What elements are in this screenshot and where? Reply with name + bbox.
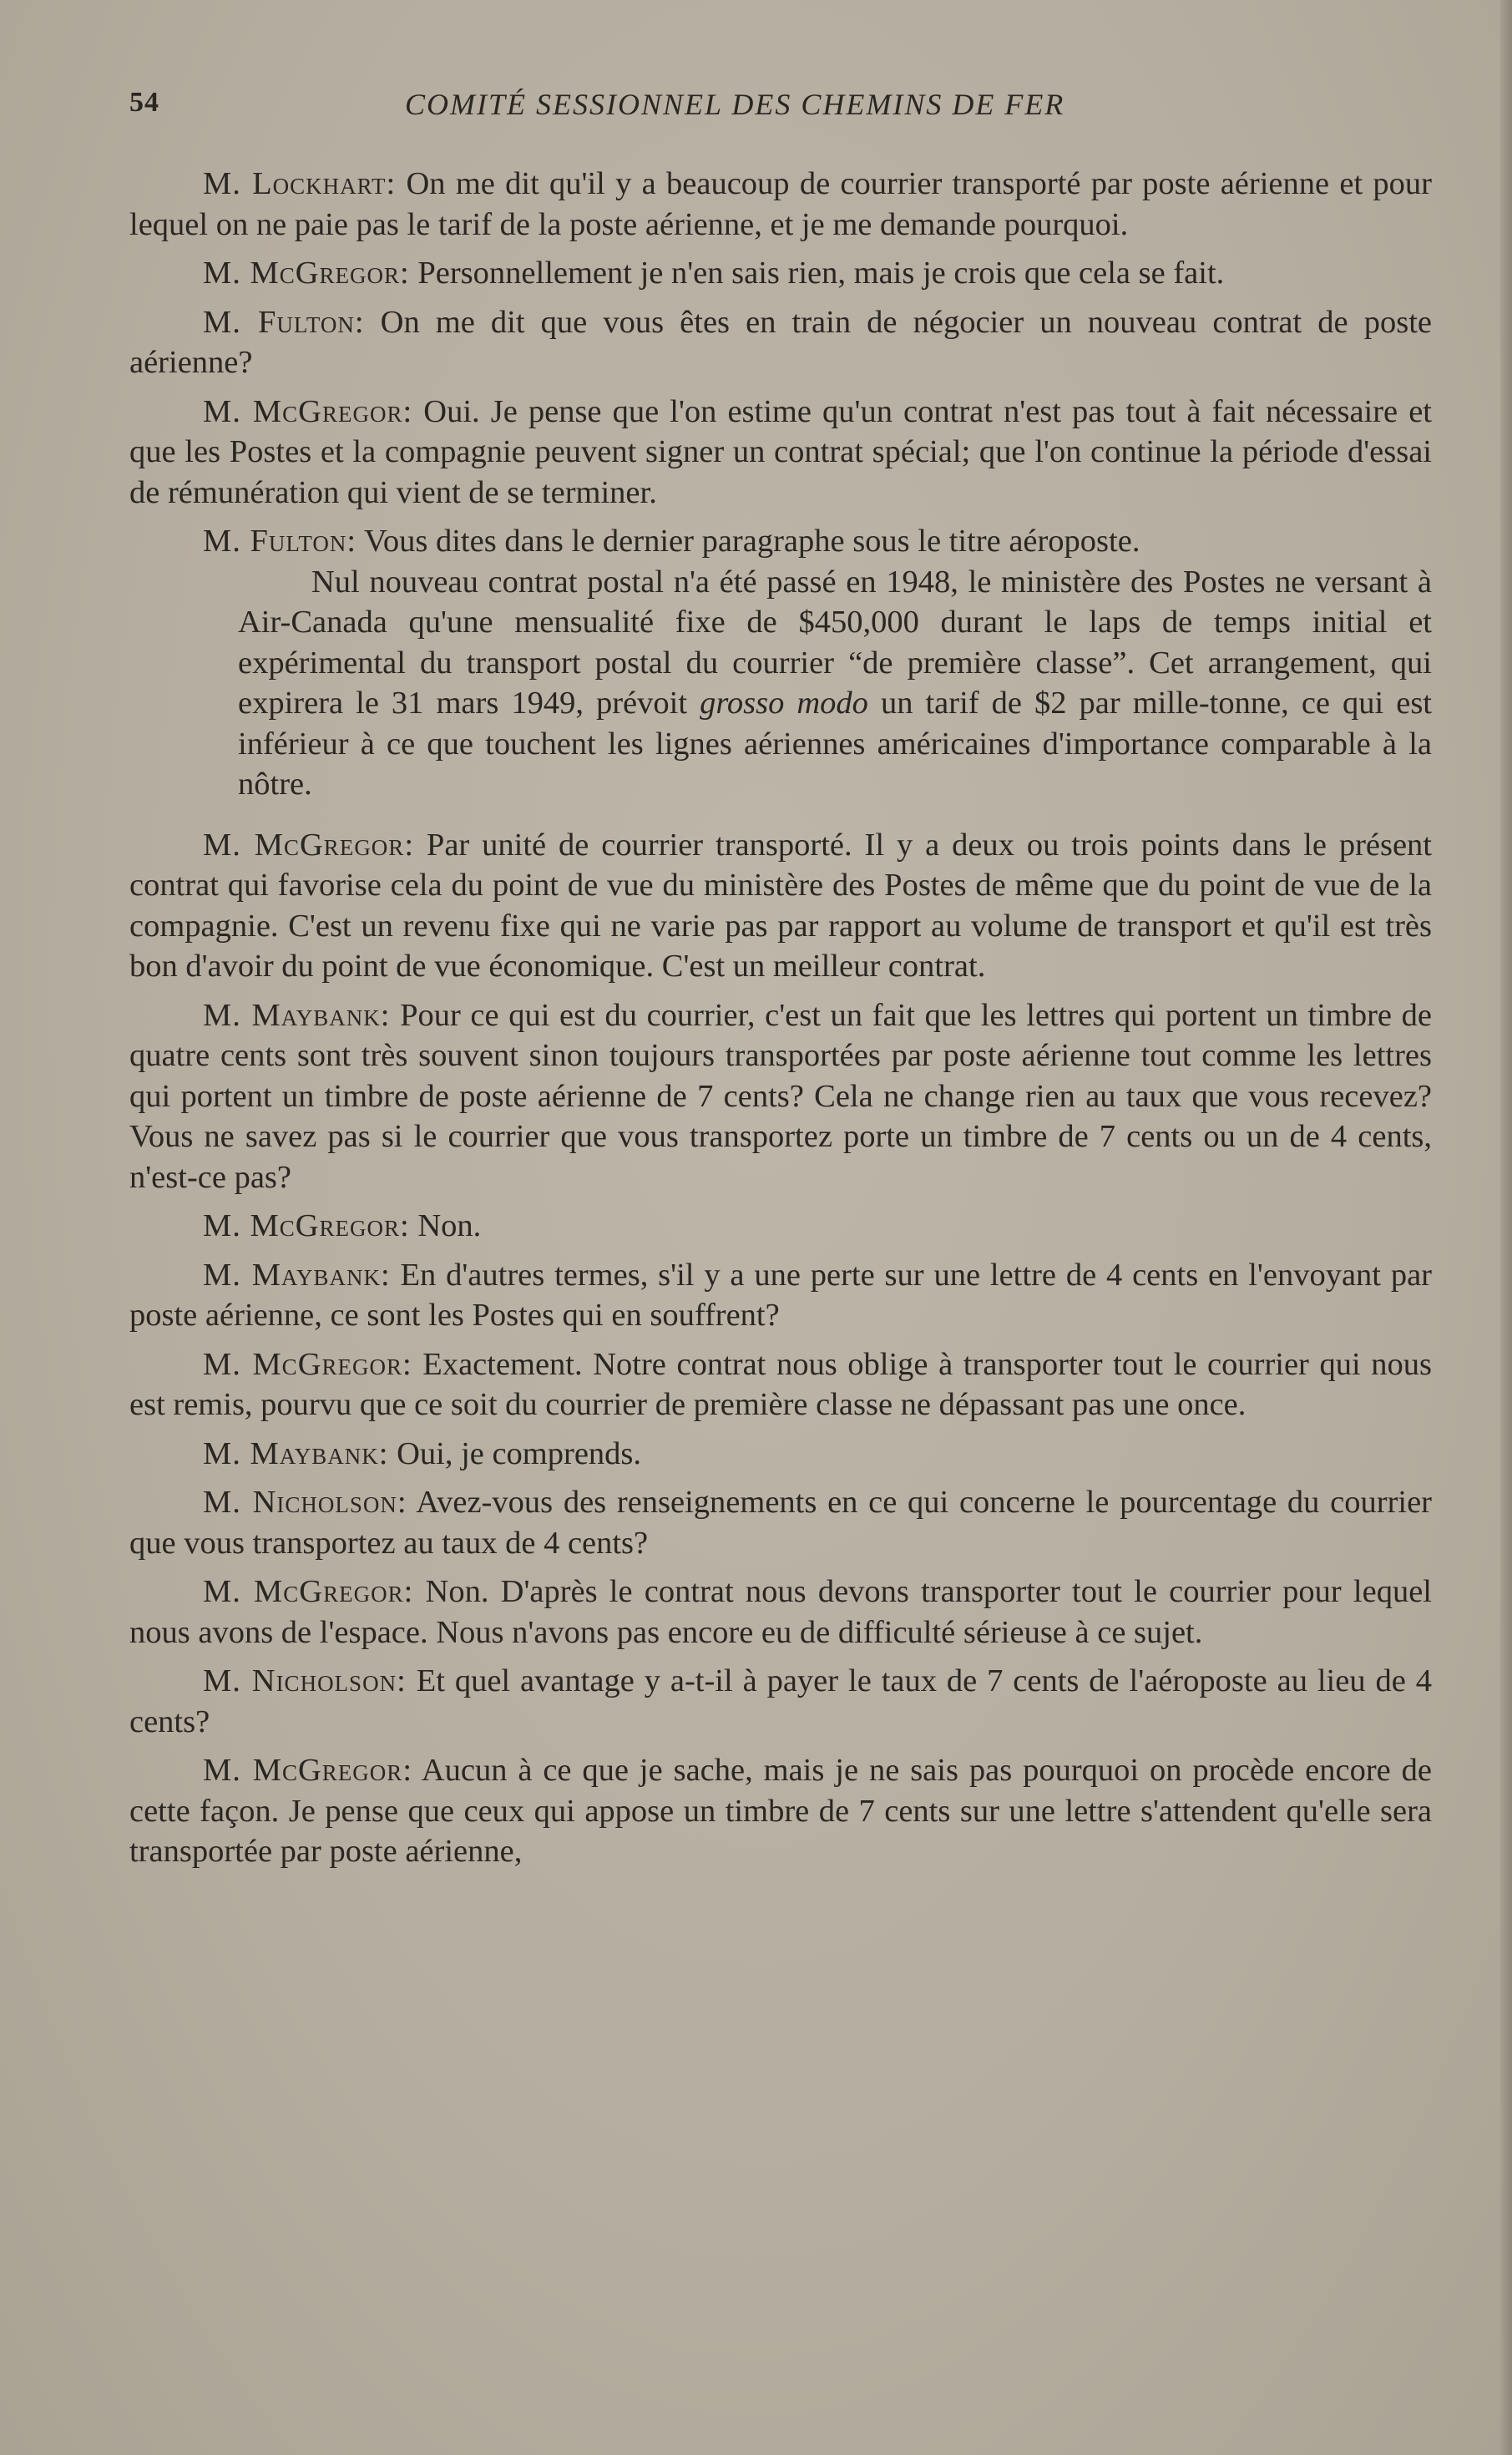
paragraph-text: En d'autres termes, s'il y a une perte sur une lettre de 4 cents en l'envoyant par poste aérienne, ce sont les Postes qui en souffrent?: [129, 1257, 1432, 1333]
quote-text: un tarif de $2 par mille-tonne, ce qui est inférieur à ce que touchent les lignes aériennes américaines d'importance comparable à la nôtre.: [238, 686, 1433, 802]
paragraph-text: Oui. Je pense que l'on estime qu'un contrat n'est pas tout à fait nécessaire et que les Postes et la compagnie peuvent signer un contrat spécial; que l'on continue la période d'essai de rémunération qui vient de se terminer.: [129, 393, 1432, 510]
quote-text: Nul nouveau contrat postal n'a été passé en 1948, le ministère des Postes ne versant à Air-Canada qu'une mensualité fixe de $450,000 durant le laps de temps initial et expérimental du transport postal du courrier “de première classe”. Cet arrangement, qui expirera le 31 mars 1949, prévoit: [238, 564, 1432, 721]
speaker-name: M. Fulton:: [203, 524, 357, 559]
paragraph-text: Avez-vous des renseignements en ce qui concerne le pourcentage du courrier que vous transportez au taux de 4 cents?: [129, 1485, 1432, 1561]
speaker-name: M. Maybank:: [203, 997, 391, 1033]
page-edge: [1500, 0, 1512, 2455]
running-header: [129, 87, 1432, 137]
paragraph-text: Vous dites dans le dernier paragraphe sous le titre aéroposte.: [357, 524, 1140, 559]
paragraph-text: Non.: [409, 1208, 482, 1243]
paragraph: [129, 825, 1432, 987]
speaker-name: M. McGregor:: [203, 827, 415, 863]
page-body: [129, 164, 1432, 1880]
paragraph: [129, 1482, 1432, 1563]
paragraph-text: Exactement. Notre contrat nous oblige à transporter tout le courrier qui nous est remis, pourvu que ce soit du courrier de première classe ne dépassant pas une once.: [129, 1346, 1432, 1422]
paragraph: [129, 521, 1432, 562]
paragraph-text: Aucun à ce que je sache, mais je ne sais pas pourquoi on procède encore de cette façon. Je pense que ceux qui appose un timbre de 7 cents sur une lettre s'attendent qu'elle sera transportée par poste aérienne,: [129, 1753, 1432, 1869]
speaker-name: M. McGregor:: [203, 393, 413, 429]
paragraph-text: Et quel avantage y a-t-il à payer le taux de 7 cents de l'aéroposte au lieu de 4 cents?: [129, 1663, 1432, 1739]
paragraph: [129, 392, 1432, 514]
running-title: COMITÉ SESSIONNEL DES CHEMINS DE FER: [405, 88, 1065, 121]
speaker-name: M. McGregor:: [203, 1208, 410, 1243]
quote-body: [238, 562, 1432, 805]
paragraph-text: Non. D'après le contrat nous devons transporter tout le courrier pour lequel nous avons de l'espace. Nous n'avons pas encore eu de difficulté sérieuse à ce sujet.: [129, 1574, 1433, 1650]
paragraph: [129, 253, 1432, 294]
paragraph-text: Par unité de courrier transporté. Il y a deux ou trois points dans le présent contrat qui favorise cela du point de vue du ministère des Postes de même que du point de vue de la compagnie. C'est un revenu fixe qui ne varie pas par rapport au volume de transport et qu'il est très bon d'avoir du point de vue économique. C'est un meilleur contrat.: [129, 827, 1432, 984]
paragraph: [129, 1206, 1432, 1247]
speaker-name: M. McGregor:: [203, 1753, 413, 1788]
speaker-name: M. McGregor:: [203, 1574, 414, 1609]
speaker-name: M. Fulton:: [203, 304, 365, 340]
paragraph-text: Oui, je comprends.: [388, 1435, 642, 1471]
paragraph: [129, 302, 1432, 383]
paragraph: [129, 1255, 1432, 1336]
speaker-name: M. Maybank:: [203, 1435, 389, 1471]
speaker-name: M. Maybank:: [203, 1257, 391, 1293]
speaker-name: M. McGregor:: [203, 1346, 412, 1382]
speaker-name: M. Nicholson:: [203, 1663, 407, 1698]
page-number: 54: [129, 87, 159, 118]
paragraph: [129, 164, 1432, 245]
quote-italic: grosso modo: [700, 686, 868, 721]
paragraph-text: On me dit qu'il y a beaucoup de courrier transporté par poste aérienne et pour lequel on ne paie pas le tarif de la poste aérienne, et je me demande pourquoi.: [129, 166, 1432, 242]
speaker-name: M. McGregor:: [203, 256, 410, 291]
paragraph-text: Pour ce qui est du courrier, c'est un fait que les lettres qui portent un timbre de quatre cents sont très souvent sinon toujours transportées par poste aérienne tout comme les lettres qui portent un timbre de poste aérienne de 7 cents? Cela ne change rien au taux que vous recevez? Vous ne savez pas si le courrier que vous transportez porte un timbre de 7 cents ou un de 4 cents, n'est-ce pas?: [129, 997, 1432, 1195]
paragraph: [129, 1344, 1432, 1425]
paragraph-text: On me dit que vous êtes en train de négocier un nouveau contrat de poste aérienne?: [129, 304, 1433, 380]
speaker-name: M. Lockhart:: [203, 166, 397, 201]
paragraph: [129, 1572, 1432, 1653]
speaker-name: M. Nicholson:: [203, 1485, 407, 1520]
paragraph: [129, 1661, 1432, 1742]
block-quote: [129, 562, 1432, 805]
paragraph-text: Personnellement je n'en sais rien, mais je crois que cela se fait.: [409, 256, 1225, 291]
paragraph: [129, 1434, 1432, 1475]
paragraph: [129, 995, 1432, 1198]
paragraph: [129, 1750, 1432, 1872]
